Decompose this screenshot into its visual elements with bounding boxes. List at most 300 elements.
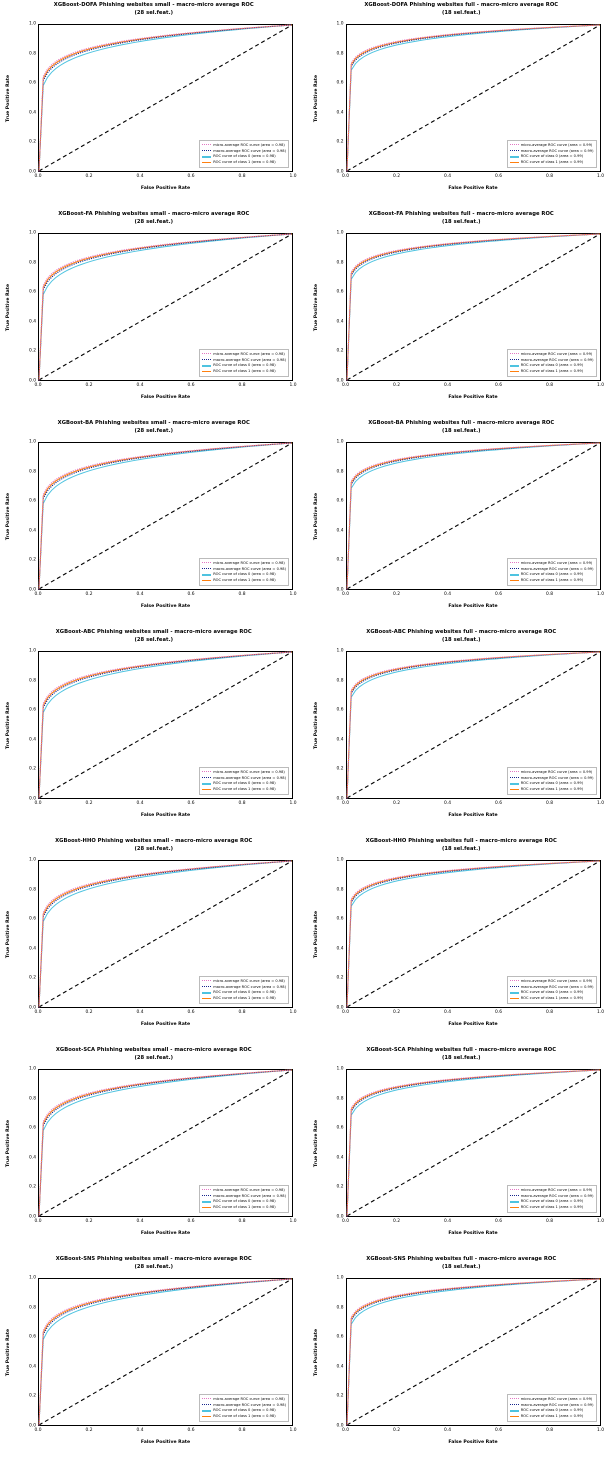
chart-title bbox=[0, 420, 308, 435]
y-tick-label: 0.2 bbox=[29, 1393, 36, 1399]
x-tick-label: 1.0 bbox=[597, 1010, 604, 1015]
chart-title-line1: XGBoost-SCA Phishing websites full - macro-micro average ROC bbox=[366, 1047, 557, 1053]
chart-title-line2: (18 sel.feat.) bbox=[441, 1263, 481, 1270]
x-tick-labels bbox=[34, 1010, 297, 1018]
x-tick-label: 1.0 bbox=[597, 174, 604, 179]
roc-chart-panel bbox=[0, 209, 308, 418]
legend-swatch-icon bbox=[202, 1410, 211, 1411]
x-tick-labels bbox=[342, 174, 604, 182]
y-tick-label: 0.8 bbox=[336, 51, 344, 57]
legend-swatch-icon bbox=[202, 568, 211, 571]
legend-swatch-icon bbox=[202, 144, 211, 147]
chart-title-line2: (18 sel.feat.) bbox=[441, 636, 481, 643]
y-tick-labels bbox=[18, 1066, 36, 1220]
chart-title-line2: (28 sel.feat.) bbox=[134, 427, 174, 434]
legend-label: macro-average ROC curve (area = 0.99) bbox=[520, 566, 594, 571]
legend-item bbox=[510, 561, 594, 566]
x-axis-label: False Positive Rate bbox=[448, 1022, 498, 1027]
legend-label: ROC curve of class 0 (area = 0.98) bbox=[213, 363, 276, 368]
y-tick-label: 1.0 bbox=[29, 857, 36, 863]
y-tick-label: 0.6 bbox=[336, 80, 344, 86]
legend-swatch-icon bbox=[202, 580, 211, 581]
plot-area bbox=[38, 442, 293, 590]
legend-item bbox=[510, 770, 594, 775]
legend-swatch-icon bbox=[510, 777, 519, 780]
legend-label: macro-average ROC curve (area = 0.99) bbox=[520, 775, 594, 780]
y-tick-label: 0.0 bbox=[336, 1214, 344, 1220]
y-tick-label: 0.2 bbox=[336, 139, 344, 145]
x-tick-label: 0.8 bbox=[546, 592, 553, 597]
x-axis-label: False Positive Rate bbox=[448, 1440, 498, 1445]
chart-title bbox=[308, 838, 615, 853]
chart-title-line2: (28 sel.feat.) bbox=[134, 9, 174, 16]
y-tick-label: 0.2 bbox=[336, 348, 344, 354]
legend-label: micro-average ROC curve (area = 0.98) bbox=[213, 1396, 285, 1401]
legend-swatch-icon bbox=[202, 156, 211, 157]
legend bbox=[199, 349, 289, 377]
x-tick-label: 0.6 bbox=[187, 801, 195, 806]
legend-item bbox=[202, 770, 286, 775]
y-tick-labels bbox=[326, 439, 344, 593]
roc-chart-panel bbox=[0, 1254, 308, 1463]
x-tick-label: 0.8 bbox=[238, 1219, 246, 1224]
x-tick-label: 0.6 bbox=[495, 1010, 502, 1015]
y-tick-label: 0.4 bbox=[336, 1364, 344, 1370]
legend-swatch-icon bbox=[510, 1398, 519, 1401]
y-tick-label: 0.6 bbox=[29, 289, 36, 295]
x-tick-label: 0.8 bbox=[238, 174, 246, 179]
y-tick-labels bbox=[18, 230, 36, 384]
chart-title bbox=[308, 629, 615, 644]
legend-label: ROC curve of class 1 (area = 0.98) bbox=[213, 1204, 276, 1209]
legend-swatch-icon bbox=[510, 144, 519, 147]
legend bbox=[507, 558, 597, 586]
legend-swatch-icon bbox=[202, 371, 211, 372]
y-axis-label-text: True Positive Rate bbox=[314, 701, 320, 749]
legend-item bbox=[202, 1408, 286, 1413]
y-tick-labels bbox=[326, 1066, 344, 1220]
y-tick-labels bbox=[326, 648, 344, 802]
legend-item bbox=[510, 352, 594, 357]
legend-swatch-icon bbox=[510, 998, 519, 999]
x-tick-label: 1.0 bbox=[289, 592, 297, 597]
y-tick-label: 0.0 bbox=[29, 1214, 36, 1220]
y-tick-label: 1.0 bbox=[336, 648, 344, 654]
y-tick-label: 0.2 bbox=[336, 1184, 344, 1190]
legend-label: micro-average ROC curve (area = 0.98) bbox=[213, 1187, 285, 1192]
legend-label: macro-average ROC curve (area = 0.99) bbox=[520, 148, 594, 153]
legend-item bbox=[510, 990, 594, 995]
y-tick-label: 0.6 bbox=[336, 916, 344, 922]
y-axis-label-text: True Positive Rate bbox=[6, 1119, 12, 1167]
legend-item bbox=[202, 160, 286, 165]
x-tick-label: 0.6 bbox=[495, 1428, 502, 1433]
legend-label: macro-average ROC curve (area = 0.99) bbox=[520, 1402, 594, 1407]
y-tick-label: 0.4 bbox=[29, 319, 36, 325]
legend-label: macro-average ROC curve (area = 0.99) bbox=[520, 357, 594, 362]
x-tick-label: 0.4 bbox=[444, 383, 451, 388]
x-axis-label: False Positive Rate bbox=[140, 1440, 191, 1445]
y-axis-label-text: True Positive Rate bbox=[6, 1328, 12, 1376]
y-axis-label bbox=[312, 233, 322, 381]
y-tick-label: 0.0 bbox=[29, 378, 36, 384]
legend-label: micro-average ROC curve (area = 0.99) bbox=[520, 142, 593, 147]
legend-swatch-icon bbox=[510, 568, 519, 571]
legend-label: macro-average ROC curve (area = 0.99) bbox=[520, 984, 594, 989]
x-tick-label: 0.8 bbox=[546, 383, 553, 388]
legend-swatch-icon bbox=[202, 365, 211, 366]
legend-label: ROC curve of class 1 (area = 0.98) bbox=[213, 159, 276, 164]
chart-title bbox=[308, 211, 615, 226]
y-tick-label: 1.0 bbox=[336, 21, 344, 27]
x-tick-label: 0.0 bbox=[342, 174, 349, 179]
roc-chart-panel bbox=[308, 209, 615, 418]
legend-swatch-icon bbox=[202, 562, 211, 565]
y-tick-label: 0.2 bbox=[29, 975, 36, 981]
x-tick-label: 0.2 bbox=[393, 1219, 400, 1224]
legend-swatch-icon bbox=[510, 1195, 519, 1198]
y-tick-label: 0.4 bbox=[336, 528, 344, 534]
legend-label: ROC curve of class 0 (area = 0.99) bbox=[520, 1408, 584, 1413]
x-tick-label: 0.0 bbox=[34, 174, 42, 179]
legend-label: micro-average ROC curve (area = 0.99) bbox=[520, 769, 593, 774]
x-tick-label: 0.4 bbox=[444, 801, 451, 806]
legend-item bbox=[510, 143, 594, 148]
x-tick-label: 1.0 bbox=[289, 801, 297, 806]
roc-chart-panel bbox=[308, 627, 615, 836]
chart-title-line1: XGBoost-SNS Phishing websites full - macro-micro average ROC bbox=[366, 1256, 557, 1262]
y-tick-label: 0.8 bbox=[29, 1305, 36, 1311]
legend-swatch-icon bbox=[510, 783, 519, 784]
x-tick-label: 0.2 bbox=[393, 1428, 400, 1433]
x-tick-label: 0.8 bbox=[546, 1219, 553, 1224]
x-tick-label: 0.6 bbox=[495, 174, 502, 179]
chart-title bbox=[308, 420, 615, 435]
legend-swatch-icon bbox=[202, 162, 211, 163]
legend-label: micro-average ROC curve (area = 0.98) bbox=[213, 560, 285, 565]
legend-label: ROC curve of class 0 (area = 0.99) bbox=[520, 363, 584, 368]
y-axis-label bbox=[312, 442, 322, 590]
y-tick-label: 0.0 bbox=[29, 796, 36, 802]
legend-label: ROC curve of class 0 (area = 0.99) bbox=[520, 990, 584, 995]
y-axis-label bbox=[312, 1278, 322, 1426]
legend-label: micro-average ROC curve (area = 0.99) bbox=[520, 1187, 593, 1192]
x-tick-label: 0.2 bbox=[85, 592, 93, 597]
legend-item bbox=[510, 1199, 594, 1204]
y-axis-label-text: True Positive Rate bbox=[6, 701, 12, 749]
x-tick-labels bbox=[34, 592, 297, 600]
y-tick-label: 0.4 bbox=[29, 1155, 36, 1161]
x-tick-label: 0.4 bbox=[136, 174, 144, 179]
legend-label: ROC curve of class 1 (area = 0.99) bbox=[520, 786, 584, 791]
legend-swatch-icon bbox=[510, 156, 519, 157]
y-tick-label: 0.2 bbox=[336, 975, 344, 981]
legend-label: micro-average ROC curve (area = 0.98) bbox=[213, 978, 285, 983]
legend-swatch-icon bbox=[202, 986, 211, 989]
legend-swatch-icon bbox=[202, 998, 211, 999]
legend-swatch-icon bbox=[510, 771, 519, 774]
x-axis-label: False Positive Rate bbox=[448, 395, 498, 400]
legend-item bbox=[510, 1414, 594, 1419]
y-tick-label: 0.6 bbox=[336, 1334, 344, 1340]
roc-chart-panel bbox=[0, 1045, 308, 1254]
legend-item bbox=[510, 369, 594, 374]
x-tick-label: 0.8 bbox=[238, 1428, 246, 1433]
y-axis-label-text: True Positive Rate bbox=[314, 1119, 320, 1167]
legend-label: ROC curve of class 0 (area = 0.98) bbox=[213, 1408, 276, 1413]
x-tick-labels bbox=[342, 383, 604, 391]
x-axis-label: False Positive Rate bbox=[140, 1022, 191, 1027]
legend-item bbox=[202, 990, 286, 995]
y-axis-label bbox=[4, 651, 14, 799]
legend-swatch-icon bbox=[202, 1207, 211, 1208]
y-tick-label: 0.8 bbox=[29, 469, 36, 475]
y-axis-label bbox=[4, 233, 14, 381]
legend-item bbox=[202, 1199, 286, 1204]
legend-swatch-icon bbox=[202, 992, 211, 993]
plot-area bbox=[38, 1069, 293, 1217]
x-tick-labels bbox=[34, 383, 297, 391]
chart-title-line2: (18 sel.feat.) bbox=[441, 9, 481, 16]
y-tick-label: 0.6 bbox=[29, 707, 36, 713]
x-tick-label: 0.0 bbox=[342, 1219, 349, 1224]
x-tick-label: 0.6 bbox=[187, 1010, 195, 1015]
x-tick-label: 1.0 bbox=[289, 1010, 297, 1015]
legend-label: micro-average ROC curve (area = 0.98) bbox=[213, 351, 285, 356]
legend-label: macro-average ROC curve (area = 0.98) bbox=[213, 1193, 286, 1198]
y-tick-labels bbox=[18, 439, 36, 593]
legend-label: ROC curve of class 1 (area = 0.99) bbox=[520, 1204, 584, 1209]
y-tick-label: 0.8 bbox=[336, 1096, 344, 1102]
roc-chart-panel bbox=[308, 0, 615, 209]
legend-swatch-icon bbox=[202, 783, 211, 784]
legend-swatch-icon bbox=[202, 1189, 211, 1192]
legend-swatch-icon bbox=[202, 150, 211, 153]
legend-label: macro-average ROC curve (area = 0.98) bbox=[213, 566, 286, 571]
legend-item bbox=[202, 369, 286, 374]
legend bbox=[199, 558, 289, 586]
y-tick-labels bbox=[18, 648, 36, 802]
x-tick-label: 1.0 bbox=[597, 383, 604, 388]
legend-label: macro-average ROC curve (area = 0.98) bbox=[213, 357, 286, 362]
x-axis-label: False Positive Rate bbox=[448, 813, 498, 818]
legend-label: ROC curve of class 1 (area = 0.99) bbox=[520, 995, 584, 1000]
legend-item bbox=[510, 154, 594, 159]
y-tick-label: 1.0 bbox=[29, 439, 36, 445]
y-axis-label bbox=[312, 651, 322, 799]
plot-area bbox=[38, 651, 293, 799]
legend-swatch-icon bbox=[510, 980, 519, 983]
y-tick-label: 0.4 bbox=[29, 1364, 36, 1370]
legend-item bbox=[202, 1188, 286, 1193]
chart-title-line1: XGBoost-SNS Phishing websites small - macro-micro average ROC bbox=[55, 1256, 252, 1262]
y-axis-label bbox=[4, 860, 14, 1008]
roc-chart-panel bbox=[0, 418, 308, 627]
chart-title-line1: XGBoost-BA Phishing websites full - macro-micro average ROC bbox=[368, 420, 555, 426]
legend-swatch-icon bbox=[202, 1195, 211, 1198]
legend bbox=[507, 140, 597, 168]
legend-swatch-icon bbox=[510, 992, 519, 993]
chart-title-line1: XGBoost-FA Phishing websites full - macro-micro average ROC bbox=[368, 211, 554, 217]
y-tick-label: 0.0 bbox=[336, 587, 344, 593]
legend-swatch-icon bbox=[510, 789, 519, 790]
legend-swatch-icon bbox=[510, 574, 519, 575]
x-tick-label: 0.4 bbox=[136, 1010, 144, 1015]
x-tick-label: 0.6 bbox=[187, 174, 195, 179]
x-tick-label: 1.0 bbox=[289, 1428, 297, 1433]
x-tick-label: 0.6 bbox=[495, 801, 502, 806]
legend-label: macro-average ROC curve (area = 0.99) bbox=[520, 1193, 594, 1198]
x-axis-label: False Positive Rate bbox=[140, 395, 191, 400]
legend-item bbox=[202, 352, 286, 357]
y-tick-label: 0.0 bbox=[29, 1423, 36, 1429]
chart-title-line2: (28 sel.feat.) bbox=[134, 636, 174, 643]
legend-label: micro-average ROC curve (area = 0.99) bbox=[520, 978, 593, 983]
y-tick-labels bbox=[326, 857, 344, 1011]
x-tick-label: 0.4 bbox=[444, 174, 451, 179]
legend bbox=[507, 767, 597, 795]
legend-item bbox=[510, 996, 594, 1001]
x-tick-label: 1.0 bbox=[289, 174, 297, 179]
legend-label: macro-average ROC curve (area = 0.98) bbox=[213, 1402, 286, 1407]
legend-label: ROC curve of class 1 (area = 0.98) bbox=[213, 577, 276, 582]
legend-swatch-icon bbox=[202, 1404, 211, 1407]
legend-item bbox=[510, 1188, 594, 1193]
chart-title bbox=[0, 838, 308, 853]
legend-item bbox=[202, 1414, 286, 1419]
x-tick-label: 0.4 bbox=[136, 1428, 144, 1433]
x-tick-labels bbox=[342, 801, 604, 809]
x-tick-labels bbox=[342, 1010, 604, 1018]
chart-title-line2: (28 sel.feat.) bbox=[134, 218, 174, 225]
legend bbox=[507, 349, 597, 377]
y-tick-label: 0.6 bbox=[336, 289, 344, 295]
x-tick-label: 0.6 bbox=[187, 383, 195, 388]
y-axis-label-text: True Positive Rate bbox=[314, 74, 320, 122]
x-tick-label: 0.8 bbox=[546, 174, 553, 179]
plot-area bbox=[38, 1278, 293, 1426]
roc-chart-panel bbox=[308, 1254, 615, 1463]
legend-swatch-icon bbox=[202, 1398, 211, 1401]
legend-item bbox=[202, 781, 286, 786]
x-tick-label: 0.6 bbox=[187, 592, 195, 597]
x-tick-labels bbox=[342, 592, 604, 600]
y-tick-label: 0.8 bbox=[336, 887, 344, 893]
y-tick-label: 0.8 bbox=[29, 887, 36, 893]
x-tick-label: 0.0 bbox=[34, 801, 42, 806]
y-tick-label: 0.6 bbox=[29, 916, 36, 922]
legend-swatch-icon bbox=[510, 1189, 519, 1192]
legend-item bbox=[202, 787, 286, 792]
roc-chart-panel bbox=[0, 0, 308, 209]
chart-title bbox=[0, 1256, 308, 1271]
x-axis-label: False Positive Rate bbox=[140, 186, 191, 191]
y-tick-label: 0.8 bbox=[336, 678, 344, 684]
chart-title-line2: (28 sel.feat.) bbox=[134, 845, 174, 852]
x-tick-label: 0.6 bbox=[495, 592, 502, 597]
y-tick-label: 0.8 bbox=[336, 469, 344, 475]
x-tick-labels bbox=[34, 1428, 297, 1436]
y-tick-label: 0.4 bbox=[336, 110, 344, 116]
roc-chart-panel bbox=[308, 418, 615, 627]
legend-label: micro-average ROC curve (area = 0.99) bbox=[520, 560, 593, 565]
y-tick-label: 0.2 bbox=[29, 139, 36, 145]
y-tick-label: 0.4 bbox=[336, 319, 344, 325]
x-tick-label: 0.2 bbox=[85, 801, 93, 806]
y-tick-label: 0.4 bbox=[336, 737, 344, 743]
legend-swatch-icon bbox=[202, 353, 211, 356]
legend-swatch-icon bbox=[202, 574, 211, 575]
legend-swatch-icon bbox=[510, 1404, 519, 1407]
legend-label: ROC curve of class 0 (area = 0.99) bbox=[520, 781, 584, 786]
chart-title-line2: (18 sel.feat.) bbox=[441, 1054, 481, 1061]
chart-title-line1: XGBoost-SCA Phishing websites small - macro-micro average ROC bbox=[55, 1047, 252, 1053]
y-tick-label: 0.8 bbox=[29, 1096, 36, 1102]
plot-area bbox=[38, 24, 293, 172]
y-tick-label: 0.8 bbox=[336, 1305, 344, 1311]
y-tick-label: 1.0 bbox=[336, 439, 344, 445]
y-tick-labels bbox=[18, 21, 36, 175]
legend-label: micro-average ROC curve (area = 0.98) bbox=[213, 769, 285, 774]
y-tick-labels bbox=[18, 1275, 36, 1429]
y-tick-label: 1.0 bbox=[336, 1066, 344, 1072]
legend-item bbox=[510, 1408, 594, 1413]
y-tick-label: 0.4 bbox=[29, 110, 36, 116]
y-axis-label-text: True Positive Rate bbox=[314, 910, 320, 958]
y-axis-label bbox=[312, 24, 322, 172]
y-axis-label-text: True Positive Rate bbox=[314, 1328, 320, 1376]
roc-chart-panel bbox=[308, 1045, 615, 1254]
y-axis-label bbox=[4, 24, 14, 172]
y-tick-label: 0.4 bbox=[29, 528, 36, 534]
chart-title-line1: XGBoost-FA Phishing websites small - macro-micro average ROC bbox=[58, 211, 250, 217]
legend-label: macro-average ROC curve (area = 0.98) bbox=[213, 984, 286, 989]
roc-chart-panel bbox=[0, 836, 308, 1045]
legend-item bbox=[202, 572, 286, 577]
y-tick-label: 0.2 bbox=[336, 1393, 344, 1399]
x-tick-label: 0.8 bbox=[546, 1010, 553, 1015]
x-tick-label: 0.8 bbox=[238, 1010, 246, 1015]
y-tick-label: 0.6 bbox=[29, 1334, 36, 1340]
x-axis-label: False Positive Rate bbox=[140, 813, 191, 818]
x-tick-label: 0.2 bbox=[393, 801, 400, 806]
x-tick-label: 0.0 bbox=[342, 592, 349, 597]
chart-title-line2: (28 sel.feat.) bbox=[134, 1054, 174, 1061]
legend-swatch-icon bbox=[202, 1201, 211, 1202]
y-axis-label bbox=[312, 1069, 322, 1217]
x-tick-label: 0.6 bbox=[495, 383, 502, 388]
legend-item bbox=[202, 143, 286, 148]
y-tick-label: 1.0 bbox=[336, 230, 344, 236]
y-tick-label: 1.0 bbox=[29, 1066, 36, 1072]
x-tick-labels bbox=[34, 174, 297, 182]
x-tick-label: 0.4 bbox=[444, 1219, 451, 1224]
y-tick-label: 0.6 bbox=[336, 498, 344, 504]
legend-label: ROC curve of class 1 (area = 0.99) bbox=[520, 1413, 584, 1418]
y-tick-label: 0.2 bbox=[29, 766, 36, 772]
x-tick-label: 0.4 bbox=[444, 592, 451, 597]
x-tick-label: 0.6 bbox=[187, 1219, 195, 1224]
y-tick-label: 0.6 bbox=[336, 1125, 344, 1131]
y-tick-label: 0.0 bbox=[29, 169, 36, 175]
legend-swatch-icon bbox=[510, 150, 519, 153]
x-tick-label: 0.0 bbox=[34, 592, 42, 597]
legend-item bbox=[510, 160, 594, 165]
x-tick-label: 1.0 bbox=[597, 592, 604, 597]
legend bbox=[199, 976, 289, 1004]
x-tick-label: 1.0 bbox=[289, 383, 297, 388]
x-tick-label: 0.6 bbox=[495, 1219, 502, 1224]
